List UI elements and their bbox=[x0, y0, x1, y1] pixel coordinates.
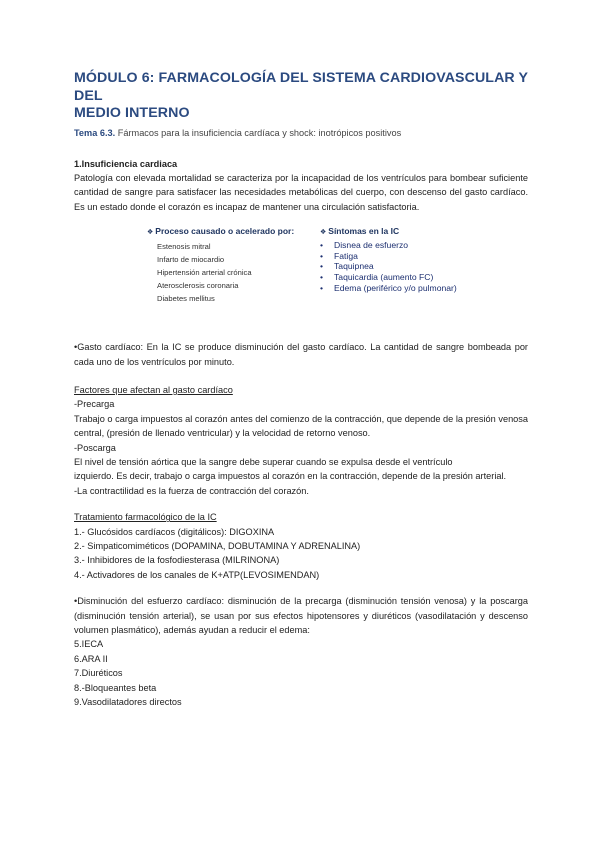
module-title bbox=[74, 70, 528, 123]
cause-item: Hipertensión arterial crónica bbox=[157, 268, 252, 278]
tratamiento-item: 4.- Activadores de los canales de K+ATP(LEVOSIMENDAN) bbox=[74, 569, 320, 580]
factores-heading: Factores que afectan al gasto cardíaco bbox=[74, 384, 233, 395]
poscarga-line-1: El nivel de tensión aórtica que la sangre debe superar cuando se expulsa desde el ventrículo bbox=[74, 456, 453, 467]
esfuerzo-section bbox=[74, 594, 528, 709]
symptom-item: • Taquicardia (aumento FC) bbox=[320, 271, 434, 282]
bullet-icon: • bbox=[320, 250, 324, 261]
poscarga-line-2: izquierdo. Es decir, trabajo o carga impuestos al corazón en la contracción, depende de la presión arterial. bbox=[74, 471, 507, 482]
section-insuficiencia bbox=[74, 157, 528, 215]
symptom-item: • Edema (periférico y/o pulmonar) bbox=[320, 282, 457, 293]
causes-column bbox=[147, 226, 322, 305]
section-heading: 1.Insuficiencia cardiaca bbox=[74, 158, 178, 169]
esfuerzo-item: 9.Vasodilatadores directos bbox=[74, 697, 182, 708]
cause-item: Aterosclerosis coronaria bbox=[157, 281, 239, 291]
causes-title: ❖ Proceso causado o acelerado por: bbox=[147, 226, 295, 237]
bullet-icon: • bbox=[320, 261, 324, 272]
esfuerzo-item: 7.Diuréticos bbox=[74, 668, 123, 679]
factores-section bbox=[74, 383, 528, 498]
bullet-icon: • bbox=[320, 271, 324, 282]
symptom-item: • Taquipnea bbox=[320, 261, 374, 272]
topic-number: Tema 6.3. bbox=[74, 127, 116, 138]
diamond-bullet-icon: ❖ bbox=[147, 229, 154, 237]
bullet-icon: • bbox=[320, 240, 324, 251]
cause-item: Estenosis mitral bbox=[157, 242, 211, 252]
symptoms-title: ❖ Síntomas en la IC bbox=[320, 226, 400, 237]
cause-item: Diabetes mellitus bbox=[157, 294, 215, 304]
section-paragraph: Patología con elevada mortalidad se caracteriza por la incapacidad de los ventrículos para bombear suficiente cantidad de sangre para satisfacer las necesidades metabólicas del cuerpo, con descenso del gasto cardíaco. Es un estado donde el corazón es incapaz de mantener una circulación satisfactoria. bbox=[74, 172, 528, 212]
precarga-label: -Precarga bbox=[74, 399, 115, 410]
esfuerzo-paragraph: •Disminución del esfuerzo cardíaco: disminución de la precarga (disminución tensión venosa) y la poscarga (disminución tensión arterial), se usan por sus efectos hipotensores y diuréticos (vasodilatación y descenso volumen plasmático), además ayudan a reducir el edema: bbox=[74, 596, 528, 636]
poscarga-label: -Poscarga bbox=[74, 442, 116, 453]
symptom-item: • Disnea de esfuerzo bbox=[320, 240, 409, 251]
title-line-1: MÓDULO 6: FARMACOLOGÍA DEL SISTEMA CARDIOVASCULAR Y DEL bbox=[74, 70, 528, 104]
topic-name: Fármacos para la insuficiencia cardíaca y shock: inotrópicos positivos bbox=[117, 127, 402, 138]
ic-figure bbox=[74, 226, 528, 326]
document-page bbox=[74, 70, 528, 709]
esfuerzo-item: 8.-Bloqueantes beta bbox=[74, 682, 157, 693]
symptoms-column bbox=[320, 226, 490, 293]
tratamiento-item: 1.- Glucósidos cardíacos (digitálicos): DIGOXINA bbox=[74, 526, 275, 537]
gasto-section bbox=[74, 340, 528, 369]
esfuerzo-item: 5.IECA bbox=[74, 639, 104, 650]
tratamiento-item: 3.- Inhibidores de la fosfodiesterasa (MILRINONA) bbox=[74, 555, 280, 566]
title-line-2: MEDIO INTERNO bbox=[74, 105, 190, 121]
bullet-icon: • bbox=[320, 282, 324, 293]
precarga-text: Trabajo o carga impuestos al corazón antes del comienzo de la contracción, que depende de la presión venosa central, (presión de llenado ventricular) y la velocidad de retorno venoso. bbox=[74, 413, 528, 439]
contractilidad-text: -La contractilidad es la fuerza de contracción del corazón. bbox=[74, 485, 309, 496]
cause-item: Infarto de miocardio bbox=[157, 255, 225, 265]
esfuerzo-item: 6.ARA II bbox=[74, 653, 108, 664]
topic-subtitle bbox=[74, 127, 528, 139]
symptom-item: • Fatiga bbox=[320, 250, 358, 261]
gasto-paragraph: •Gasto cardíaco: En la IC se produce disminución del gasto cardíaco. La cantidad de sangre bombeada por cada uno de los ventrículos por minuto. bbox=[74, 342, 528, 367]
diamond-bullet-icon: ❖ bbox=[320, 229, 327, 237]
tratamiento-section bbox=[74, 510, 528, 582]
symptoms-list bbox=[320, 240, 490, 293]
tratamiento-item: 2.- Simpaticomiméticos (DOPAMINA, DOBUTAMINA Y ADRENALINA) bbox=[74, 541, 361, 551]
tratamiento-heading: Tratamiento farmacológico de la IC bbox=[74, 512, 217, 523]
